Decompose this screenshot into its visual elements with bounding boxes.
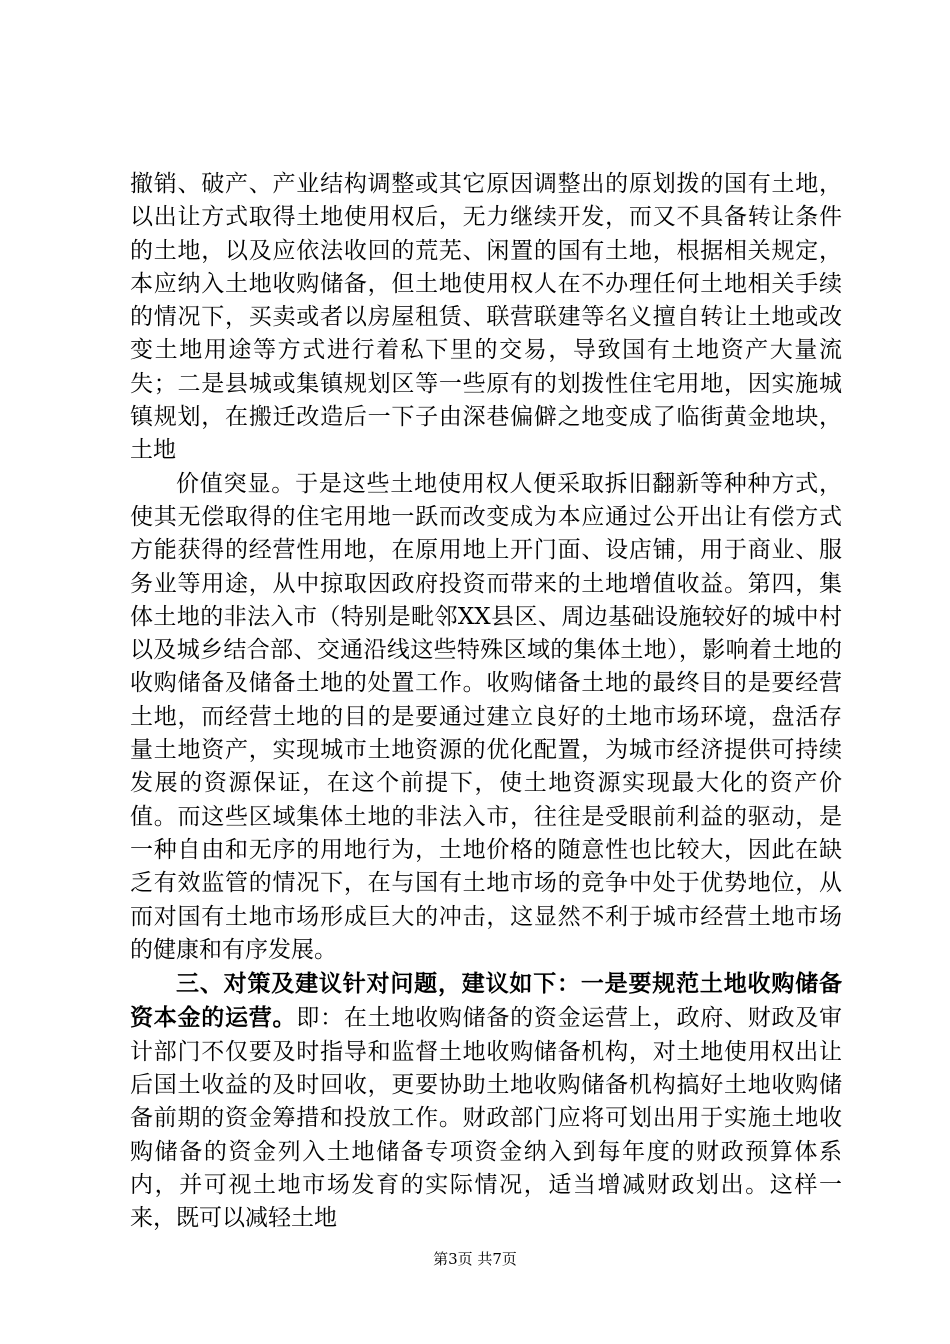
paragraph-3-text: 即：在土地收购储备的资金运营上，政府、财政及审计部门不仅要及时指导和监督土地收购储备机构，对土地使用权出让后国土收益的及时回收，更要协助土地收购储备机构搞好土地收购储备前期的资金筹措和投放工作。财政部门应将可划出用于实施土地收购储备的资金列入土地储备专项资金纳入到每年度的财政预算体系内，并可视土地市场发育的实际情况，适当增减财政划出。这样一来，既可以减轻土地 <box>130 1005 843 1232</box>
page-footer <box>0 1249 950 1269</box>
document-body <box>130 168 842 1236</box>
paragraph-3 <box>130 967 842 1235</box>
paragraph-1-text: 撤销、破产、产业结构调整或其它原因调整出的原划拨的国有土地，以出让方式取得土地使用权后，无力继续开发，而又不具备转让条件的土地，以及应依法收回的荒芜、闲置的国有土地，根据相关规定，本应纳入土地收购储备，但土地使用权人在不办理任何土地相关手续的情况下，买卖或者以房屋租赁、联营联建等名义擅自转让土地或改变土地用途等方式进行着私下里的交易，导致国有土地资产大量流失；二是县城或集镇规划区等一些原有的划拨性住宅用地，因实施城镇规划，在搬迁改造后一下子由深巷偏僻之地变成了临街黄金地块，土地 <box>130 171 842 464</box>
paragraph-3-bold-heading: 三、对策及建议针对问题，建议如下：一是要规范土地收购储备资本金的运营。 <box>130 970 842 1032</box>
paragraph-1 <box>130 168 842 468</box>
paragraph-2-text: 价值突显。于是这些土地使用权人便采取拆旧翻新等种种方式，使其无偿取得的住宅用地一跃而改变成为本应通过公开出让有偿方式方能获得的经营性用地，在原用地上开门面、设店铺，用于商业、服务业等用途，从中掠取因政府投资而带来的土地增值收益。第四，集体土地的非法入市（特别是毗邻XX县区、周边基础设施较好的城中村以及城乡结合部、交通沿线这些特殊区域的集体土地），影响着土地的收购储备及储备土地的处置工作。收购储备土地的最终目的是要经营土地，而经营土地的目的是要通过建立良好的土地市场环境，盘活存量土地资产，实现城市土地资源的优化配置，为城市经济提供可持续发展的资源保证，在这个前提下，使土地资源实现最大化的资产价值。而这些区域集体土地的非法入市，往往是受眼前利益的驱动，是一种自由和无序的用地行为，土地价格的随意性也比较大，因此在缺乏有效监管的情况下，在与国有土地市场的竞争中处于优势地位，从而对国有土地市场形成巨大的冲击，这显然不利于城市经营土地市场的健康和有序发展。 <box>130 470 842 963</box>
page-indicator: 第3页 共7页 <box>433 1250 517 1268</box>
paragraph-2 <box>130 468 842 967</box>
